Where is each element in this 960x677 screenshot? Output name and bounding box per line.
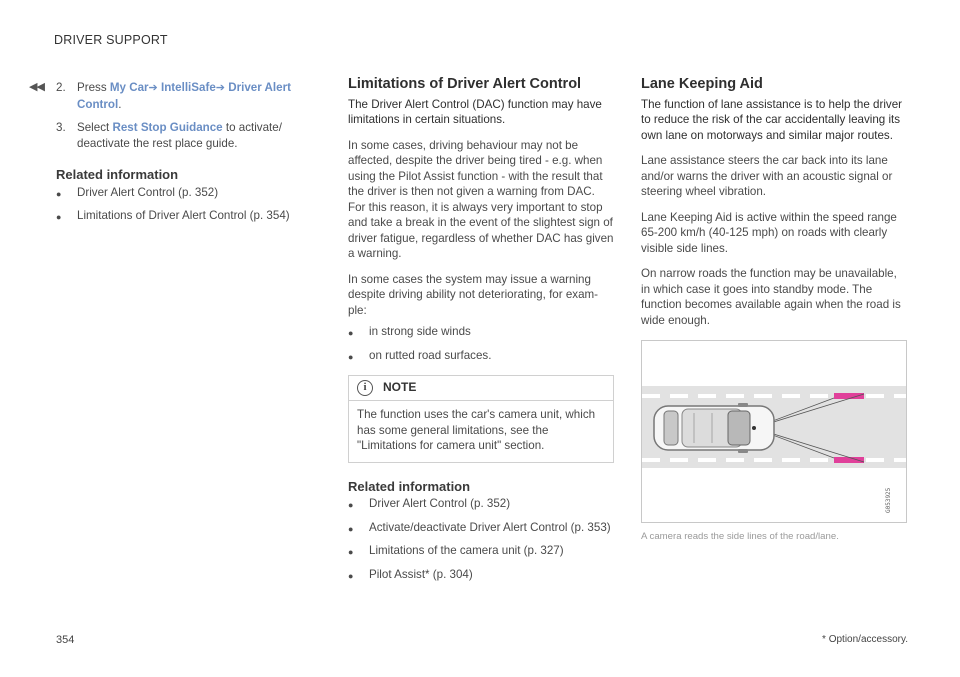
menu-link-my-car[interactable]: My Car bbox=[109, 81, 149, 94]
menu-link-rest-stop-guidance[interactable]: Rest Stop Guidance bbox=[112, 121, 223, 134]
column-3 bbox=[641, 77, 907, 545]
menu-link-intellisafe[interactable]: IntelliSafe bbox=[161, 81, 216, 94]
previous-page-icon[interactable]: ◀◀ bbox=[29, 81, 44, 93]
car-lane-diagram bbox=[642, 341, 906, 522]
bullet-icon: ● bbox=[56, 188, 62, 199]
bullet-icon: ● bbox=[348, 500, 354, 510]
bullet-icon: ● bbox=[348, 547, 354, 557]
section-header: DRIVER SUPPORT bbox=[54, 33, 168, 47]
bullet-icon: ● bbox=[348, 523, 354, 534]
step-3: 3. Select Rest Stop Guidance to activate/ deactivate the rest place guide. bbox=[56, 121, 282, 150]
note-box bbox=[348, 375, 614, 463]
section-title: Lane Keeping Aid bbox=[641, 76, 763, 92]
page-number: 354 bbox=[56, 634, 75, 646]
lane-keeping-illustration bbox=[641, 340, 907, 523]
menu-link-driver-alert-control[interactable]: Driver Alert Control bbox=[77, 81, 291, 111]
bullet-icon: ● bbox=[348, 328, 354, 338]
bullet-icon: ● bbox=[56, 212, 62, 222]
car-icon bbox=[654, 403, 774, 453]
bullet-icon: ● bbox=[348, 351, 354, 362]
column-2 bbox=[348, 77, 614, 590]
note-header bbox=[349, 376, 613, 401]
related-info-heading: Related information bbox=[348, 478, 471, 494]
paragraph: On narrow roads the function may be unavailable, in which case it goes into standby mode. The function becomes available again when the road is wide enough. bbox=[641, 267, 901, 327]
list-item: ● on rutted road surfaces. bbox=[348, 348, 614, 366]
figure-code: G053925 bbox=[885, 487, 892, 513]
list-item[interactable]: ● Activate/deactivate Driver Alert Control (p. 353) bbox=[348, 520, 614, 538]
paragraph: In some cases, driving behaviour may not be affected, despite the driver being tired - e.g. when using the Pilot Assist function - with the result that the driver is then not given a warning from DAC. For this reason, it is always very important to stop and take a break in the event of the slightest sign of driver fatigue, regardless of whether DAC has given a warning. bbox=[348, 138, 614, 260]
list-item[interactable]: ● Driver Alert Control (p. 352) bbox=[56, 185, 318, 203]
paragraph: Lane Keeping Aid is active within the speed range 65-200 km/h (40-125 mph) on roads with clearly visible side lines. bbox=[641, 210, 897, 255]
figure-caption: A camera reads the side lines of the road/lane. bbox=[641, 531, 839, 542]
paragraph: In some cases the system may issue a warning despite driving ability not deteriorating, for exam- ple: bbox=[348, 272, 599, 317]
arrow-right-icon: ➔ bbox=[148, 82, 158, 94]
example-list bbox=[348, 324, 614, 365]
arrow-right-icon: ➔ bbox=[215, 82, 225, 94]
section-title: Limitations of Driver Alert Control bbox=[348, 76, 582, 92]
paragraph: Lane assistance steers the car back into its lane and/or warns the driver with an acoustic signal or steering wheel vibration. bbox=[641, 154, 893, 198]
list-item[interactable]: ● Limitations of the camera unit (p. 327) bbox=[348, 543, 614, 561]
lane-marker-detected-bottom bbox=[834, 457, 864, 463]
related-info-heading: Related information bbox=[56, 167, 179, 182]
list-item: ● in strong side winds bbox=[348, 324, 614, 342]
bullet-icon: ● bbox=[348, 570, 354, 581]
list-item[interactable]: ● Driver Alert Control (p. 352) bbox=[348, 496, 614, 514]
footnote: * Option/accessory. bbox=[822, 634, 908, 645]
related-info-list bbox=[348, 496, 614, 584]
column-1 bbox=[56, 80, 318, 232]
lead-paragraph: The Driver Alert Control (DAC) function may have limitations in certain situations. bbox=[348, 97, 602, 126]
related-info-list bbox=[56, 185, 318, 226]
list-item[interactable]: ● Pilot Assist* (p. 304) bbox=[348, 567, 614, 585]
step-2: 2. Press My Car➔ IntelliSafe➔ Driver Alert Control. bbox=[56, 81, 291, 111]
lead-paragraph: The function of lane assistance is to help the driver to reduce the risk of the car accidentally leaving its own lane on motorways and similar major routes. bbox=[641, 97, 903, 142]
note-body: The function uses the car's camera unit, which has some general limitations, see the "Limitations for camera unit" section. bbox=[357, 408, 596, 452]
list-item[interactable]: ● Limitations of Driver Alert Control (p. 354) bbox=[56, 208, 318, 226]
lane-marker-detected-top bbox=[834, 393, 864, 399]
note-title: NOTE bbox=[383, 380, 417, 395]
info-icon: i bbox=[357, 380, 373, 396]
